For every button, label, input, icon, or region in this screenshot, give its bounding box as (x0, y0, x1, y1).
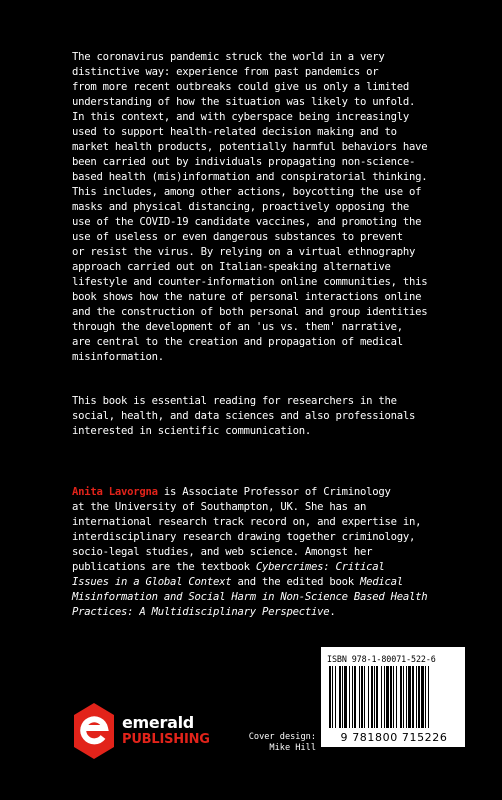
barcode-bar (361, 666, 363, 728)
author-name: Anita Lavorgna (72, 486, 158, 498)
book-title-2: Medical Misinformation and Social Harm in Non-Science Based Health Practices: A Multidisciplinary Perspective (72, 576, 428, 618)
book-title-1: Cybercrimes: Critical Issues in a Global Context (72, 561, 385, 588)
bio-text-c: . (329, 606, 336, 618)
logo-word-publishing: PUBLISHING (122, 732, 210, 747)
barcode-bar (386, 666, 389, 728)
barcode-bar (390, 666, 392, 728)
barcode-bar (416, 666, 417, 728)
barcode-digits: 9 781800 715226 (340, 731, 448, 744)
publisher-logo (70, 701, 230, 761)
barcode-bar (400, 666, 402, 728)
bio-text-a: is Associate Professor of Criminology at the University of Southampton, UK. She has an international research track record on, and expertise in, interdisciplinary research drawing together criminology, socio-legal studies, and web science. Amongst her publications are the textbook (72, 486, 422, 573)
cover-design-credit: Cover design: Mike Hill (248, 732, 316, 753)
blurb-paragraph-2: This book is essential reading for researchers in the social, health, and data sciences and also professionals interested in scientific communication. (72, 395, 416, 437)
barcode-bar (376, 666, 378, 728)
barcode-bar (408, 666, 411, 728)
barcode-bar (349, 666, 350, 728)
barcode-box (321, 647, 465, 747)
bio-text-b: and the edited book (231, 576, 361, 588)
barcode-bar (359, 666, 360, 728)
barcode-bar (425, 666, 426, 728)
barcode-bar (403, 666, 404, 728)
barcode-bar (339, 666, 341, 728)
barcode-bar (371, 666, 373, 728)
barcode-bar (381, 666, 382, 728)
barcode-bar (354, 666, 356, 728)
barcode-bar (368, 666, 369, 728)
isbn-label: ISBN 978-1-80071-522-6 (327, 654, 436, 664)
barcode-bar (384, 666, 385, 728)
emerald-e-logo-icon (70, 701, 118, 761)
barcode-bar (352, 666, 353, 728)
barcode-bar (421, 666, 424, 728)
barcode-bar (374, 666, 375, 728)
author-bio (72, 485, 492, 620)
barcode-bar (364, 666, 365, 728)
barcode-bar (335, 666, 336, 728)
barcode-bar (412, 666, 414, 728)
barcode-bar (406, 666, 407, 728)
barcode-bar (329, 666, 331, 728)
barcode-bar (418, 666, 420, 728)
barcode-bar (396, 666, 397, 728)
barcode-bar (428, 666, 429, 728)
barcode-bar (332, 666, 333, 728)
blurb-paragraph-1: The coronavirus pandemic struck the world in a very distinctive way: experience from past pandemics or from more recent outbreaks could give us only a limited understanding of how the situation was likely to unfold. In this context, and with cyberspace being increasingly used to support health-related decision making and to market health products, potentially harmful behaviors have been carried out by individuals propagating non-science- based health (mis)information and conspiratorial thinking. This includes, among other actions, boycotting the use of masks and physical distancing, proactively opposing the use of the COVID-19 candidate vaccines, and promoting the use of useless or even dangerous substances to prevent or resist the virus. By relying on a virtual ethnography approach carried out on Italian-speaking alternative lifestyle and counter-information online communities, this book shows how the nature of personal interactions online and the construction of both personal and group identities through the development of an 'us vs. them' narrative, are central to the creation and propagation of medical misinformation. (72, 51, 428, 363)
barcode-bars-icon (329, 666, 457, 728)
barcode-bar (393, 666, 394, 728)
logo-word-emerald: emerald (122, 713, 194, 732)
barcode-bar (342, 666, 343, 728)
barcode-bar (344, 666, 347, 728)
